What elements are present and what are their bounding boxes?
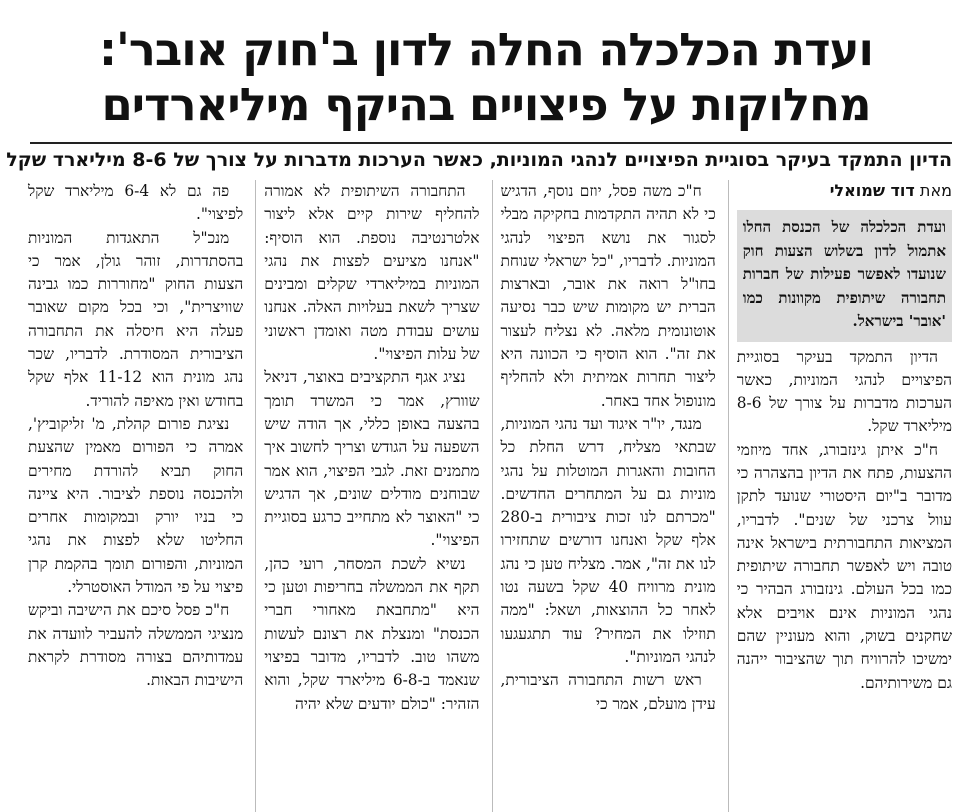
column-3 [255, 180, 479, 812]
column-2 [492, 180, 716, 812]
article-columns [20, 180, 952, 812]
paragraph: מנגד, יו"ר איגוד ועד נהגי המוניות, שבתאי מצליח, דרש החלת כל החובות והאגרות המוטלות על נהגי מוניות גם על המתחרים החדשים. "מכרתם לנו זכות ציבורית ב-280 אלף שקל ואנחנו דורשים שתחזירו לנו את זה", אמר. מצליח טען כי נהג מונית מרוויח 40 שקל בשעה נטו לאחר כל ההוצאות, ושאל: "ממה תוזילו את המחיר? עוד תתגעגעו לנהגי המוניות". [500, 414, 716, 666]
paragraph: נציג אגף התקציבים באוצר, דניאל שוורץ, אמר כי המשרד תומך בהצעה באופן כללי, אך הודה שיש השפעה על הגודש וצריך לחשוב איך מתמנים זאת. לגבי הפיצוי, הוא אמר שבוחנים מודלים שונים, אך הדגיש כי "האוצר לא מתחייב כרגע בסוגיית הפיצוי". [264, 368, 480, 550]
subheadline: הדיון התמקד בעיקר בסוגיית הפיצויים לנהגי המוניות, כאשר הערכות מדברות על צורך של 8-6 מיליארד שקל [30, 142, 952, 173]
headline-line-1: ועדת הכלכלה החלה לדון ב'חוק אובר': [99, 23, 873, 76]
column-1 [728, 180, 952, 812]
paragraph: מנכ"ל התאגדות המוניות בהסתדרות, זוהר גולן, אמר כי הצעות החוק "מחוררות כמו גבינה שוויצרית", וכי בכל מקום שאובר פעלה היא חיסלה את התחבורה הציבורית המסודרת. לדבריו, שכר נהג מונית הוא 11-12 אלף שקל בחודש ואין מאיפה להוריד. [28, 228, 244, 410]
paragraph: ח"כ איתן גינזבורג, אחד מיוזמי ההצעות, פתח את הדיון בהצהרה כי מדובר ב"יום היסטורי שנועד לתקן עוול צרכני של שנים". לדבריו, המציאות התחבורתית בישראל אינה טובה ויש לאפשר תחבורה שיתופית כמו בכל העולם. גינזבורג הבהיר כי נהגי המוניות אינם אויבים אלא שחקנים בשוק, והוא מעוניין שהם ימשיכו להרוויח תוך שהציבור ייהנה גם משירותיהם. [736, 440, 952, 692]
paragraph: הדיון התמקד בעיקר בסוגיית הפיצויים לנהגי המוניות, כאשר הערכות מדברות על צורך של 8-6 מיליארד שקל. [736, 347, 952, 436]
paragraph: פה גם לא 6-4 מיליארד שקל לפיצוי". [28, 182, 244, 224]
byline-prefix: מאת [919, 181, 952, 200]
paragraph: ח"כ פסל סיכם את הישיבה וביקש מנציגי הממשלה להעביר לוועדה את עמדותיהם בצורה מסודרת לקראת הישיבות הבאות. [28, 601, 244, 690]
headline [20, 22, 952, 132]
paragraph: ראש רשות התחבורה הציבורית, עידן מועלם, אמר כי [500, 671, 716, 713]
headline-line-2: מחלוקות על פיצויים בהיקף מיליארדים [101, 78, 871, 131]
byline [737, 180, 952, 206]
byline-author: דוד שמואלי [829, 181, 915, 200]
paragraph: ח"כ משה פסל, יוזם נוסף, הדגיש כי לא תהיה התקדמות בחקיקה מבלי לסגור את נושא הפיצוי לנהגי המוניות. לדבריו, "כל ישראלי שנוחת בחו"ל רואה את אובר, ובארצות הברית יש מקומות שיש כבר נסיעה אוטונומית מלאה. לא נצליח לעצור את זה". הוא הוסיף כי הכוונה היא ליצור תחרות אמיתית ולא להחליף מונופול אחד באחר. [500, 182, 716, 410]
paragraph: נשיא לשכת המסחר, רועי כהן, תקף את הממשלה בחריפות וטען כי היא "מתחבאת מאחורי חברי הכנסת" ומנצלת את רצונם לעשות משהו טוב. לדבריו, מדובר בפיצוי שנאמד ב-6-8 מיליארד שקל, והוא הזהיר: "כולם יודעים שלא יהיה [264, 554, 480, 713]
lead-paragraph: ועדת הכלכלה של הכנסת החלו אתמול לדון בשלוש הצעות חוק שנועדו לאפשר פעילות של חברות תחבורה שיתופית מקוונות כמו 'אובר' בישראל. [742, 218, 946, 330]
column-4 [20, 180, 243, 812]
lead-box [737, 210, 952, 342]
paragraph: נציגת פורום קהלת, מ' זליקוביץ', אמרה כי הפורום מאמין שהצעת החוק תביא להורדת מחירים ולהכנסה נוספת לציבור. היא ציינה כי בניו יורק ובמקומות אחרים החליטו שלא לפצות את נהגי המוניות, והפורום תומך בהקמת קרן פיצוי על פי המודל האוסטרלי. [28, 414, 244, 597]
paragraph: התחבורה השיתופית לא אמורה להחליף שירות קיים אלא ליצור אלטרנטיבה נוספת. הוא הוסיף: "אנחנו מציעים לפצות את נהגי המוניות במיליארדי שקלים ומבינים שצריך לשאת בעלויות האלה. אנחנו עושים עבודת מטה ואומדן ראשוני של עלות הפיצוי". [264, 182, 480, 364]
